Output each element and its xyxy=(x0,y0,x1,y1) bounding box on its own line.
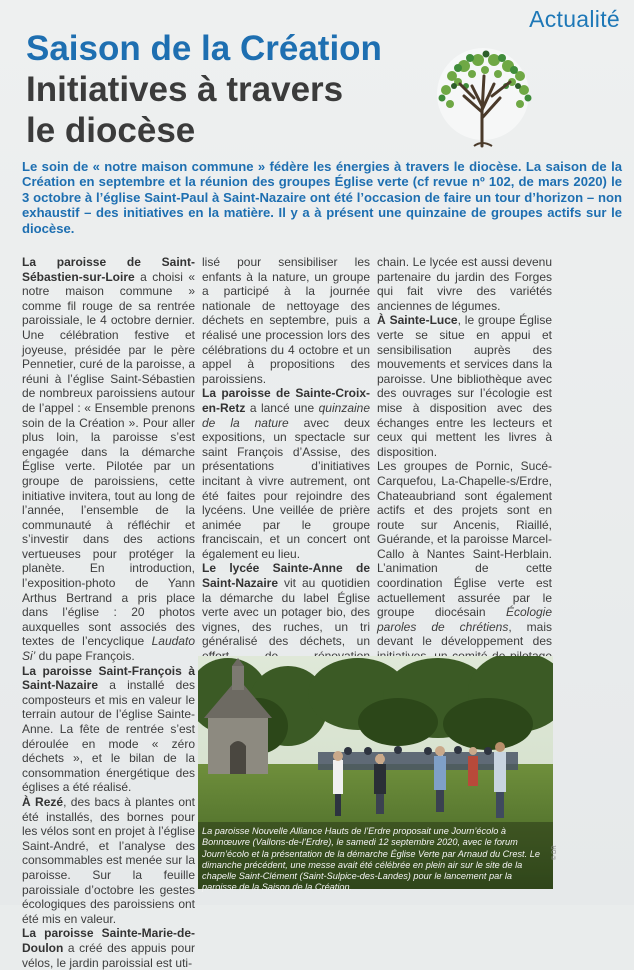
paragraph-sainte-luce: À Sainte-Luce, le groupe Église verte se situe en appui et sensibilisation auprès des mouvements et services dans la paroisse. Une bibliothèque avec des ouvrages sur l’écologie est mise à disposition avec des échanges entre les lecteurs et ceux qui mettent les livres à disposition. xyxy=(377,313,552,459)
title-line-1: Saison de la Création xyxy=(26,29,382,68)
title-line-2: Initiatives à travers xyxy=(26,70,344,109)
column-1 xyxy=(22,255,195,970)
paragraph-lycee: Le lycée Sainte-Anne de Saint-Nazaire vit au quotidien la démarche du label Église verte avec un potager bio, des vignes, des ruches, un tri généralisé des déchets, un xyxy=(202,561,370,649)
paragraph-head: La paroisse Sainte-Marie-de-Doulon xyxy=(22,926,195,955)
paragraph-doulon-cont: lisé pour sensibiliser les enfants à la nature, un groupe a participé à la journée nationale de nettoyage des déchets en septembre, puis a réalisé une procession lors des célébrations du 4 octobre et un appel à propositions des paroissiens. xyxy=(202,255,370,386)
title-line-3: le diocèse xyxy=(26,111,196,150)
tree-illustration xyxy=(412,46,554,150)
paragraph-saint-sebastien: La paroisse de Saint-Sébastien-sur-Loire a choisi « notre maison commune » comme fil rouge de sa rentrée paroissiale, le 4 octobre dernier. Une célébration festive et joyeuse, présidée par le père Pennetier, curé de la paroisse, a réuni à l’église Saint-Sébastien de nombreux paroissiens autour de l’appel : « Ensemble prenons soin de la Création ». Pour aller plus loin, la paroisse s’est engagée dans la démarche Église verte. Pilotée par un groupe de paroissiens, cette initiative invitera, tout au long de l’année, l’ensemble de la communauté à réfléchir et s’investir dans des actions vertueuses pour protéger la planète. En introduction, l’exposition-photo de Yann Arthus Bertrand a pris place dans l’église : 20 photos auxquelles sont associés des textes de l’encyclique Laudato Si’ du pape François. xyxy=(22,255,195,664)
paragraph-head: À Rezé xyxy=(22,794,64,809)
paragraph-head: À Sainte-Luce xyxy=(377,313,458,328)
page-title xyxy=(26,28,426,151)
section-label: Actualité xyxy=(529,6,620,32)
column-3 xyxy=(377,255,552,722)
photo-credit: © DR xyxy=(552,845,558,860)
paragraph-reze: À Rezé, des bacs à plantes ont été installés, des bornes pour les vélos sont en projet à l’église Saint-André, et l’analyse des consommables est menée sur la paroisse. Sur la feuille paroissiale d’octobre les gestes écologiques des paroissiens ont été mis en valeur. xyxy=(22,794,196,926)
paragraph-lycee-cont: chain. Le lycée est aussi devenu partenaire du jardin des Forges qui fait vivre des variétés anciennes de légumes. xyxy=(377,255,552,313)
paragraph-saint-francois: La paroisse Saint-François à Saint-Nazaire a installé des composteurs et mis en valeur le terrain autour de l’église Sainte-Anne. La fête de rentrée s’est déroulée en mode « zéro déchets », et le bilan de la consommation énergétique des églises a été réalisé. xyxy=(22,663,195,795)
paragraph-groupes: Les groupes de Pornic, Sucé-Carquefou, La-Chapelle-s/Erdre, Chateaubriand sont également actifs et des projets sont en route sur Ancenis, Riaillé, Guérande, et la paroisse Marcel-Callo à Nantes Saint-Herblain. L’animation de cette coordination Église verte est actuellement assurée par le groupe diocésain Écologie paroles de chrétiens, mais devant le développement des xyxy=(377,459,552,722)
lead-paragraph: Le soin de « notre maison commune » fédère les énergies à travers le diocèse. La saison de la Création en septembre et la réunion des groupes Église verte (cf revue nº 102, de mars 2020) le 3 octobre à l’église Saint-Paul à Saint-Nazaire ont été l’occasion de faire un tour d’horizon – non exhaustif – des initiatives en la matière. Il y a à présent une quinzaine de groupes actifs sur le diocèse. xyxy=(22,159,622,236)
paragraph-head: La paroisse de Saint-Sébastien-sur-Loire xyxy=(22,255,195,284)
paragraph-sainte-croix: La paroisse de Sainte-Croix-en-Retz a lancé une quinzaine de la nature avec deux expositions, un spectacle sur saint François d’Assise, des présentations d’initiatives incitant à vivre autrement, ont été faites pour rejoindre des lycéens. Une veillée de prière animée par le groupe franciscain, et un concert ont également eu lieu. xyxy=(202,386,370,561)
paragraph-head: La paroisse Saint-François à Saint-Nazaire xyxy=(22,663,195,693)
paragraph-head: Le lycée Sainte-Anne de Saint-Nazaire xyxy=(202,561,370,591)
paragraph-head: La paroisse de Sainte-Croix-en-Retz xyxy=(202,386,370,415)
paragraph-doulon: La paroisse Sainte-Marie-de-Doulon a créé des appuis pour vélos, le jardin paroissial est uti- xyxy=(22,926,195,970)
photo-caption: La paroisse Nouvelle Alliance Hauts de l’Erdre proposait une Journ’écolo à Bonnœuvre (Vallons-de-l’Erdre), le samedi 12 septembre 2020, avec le forum Journ’écolo et la présentation de la démarche Église Verte par Arnaud du Crest. Le dimanche précédent, une messe avait été célébrée en plein air sur le site de la chapelle Saint-Clément (Saint-Sulpice-des-Landes) pour le lancement par la paroisse de la Saison de la Création. xyxy=(202,826,540,893)
